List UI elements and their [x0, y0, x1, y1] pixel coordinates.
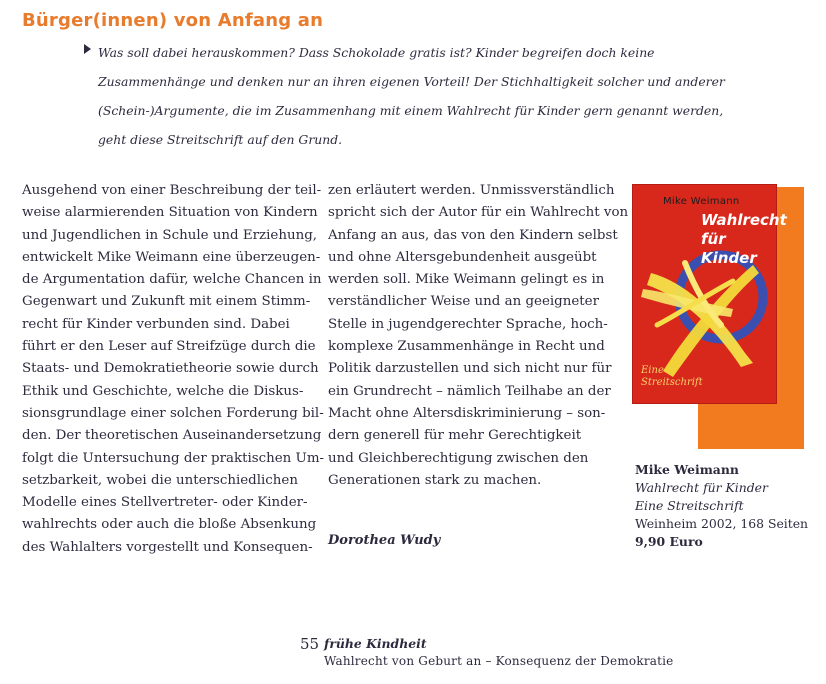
book-publication: Weinheim 2002, 168 Seiten: [635, 516, 809, 531]
body-line: Ethik und Geschichte, welche die Diskus-: [22, 383, 304, 399]
body-line: Macht ohne Altersdiskriminierung – son-: [328, 405, 606, 421]
body-line: den. Der theoretischen Auseinandersetzung: [22, 428, 322, 444]
issue-title: Wahlrecht von Geburt an – Konsequenz der Demokratie: [324, 654, 674, 668]
body-line: entwickelt Mike Weimann eine überzeugen-: [22, 249, 321, 265]
body-column-1: [22, 180, 325, 559]
lead-line: Zusammenhänge und denken nur an ihren eigenen Vorteil! Der Stichhaltigkeit solcher und anderer: [98, 74, 725, 89]
body-line: Generationen stark zu machen.: [328, 472, 542, 488]
body-line: folgt die Untersuchung der praktischen Um-: [22, 450, 325, 466]
body-line: Staats- und Demokratietheorie sowie durch: [22, 361, 319, 377]
lead-line: geht diese Streitschrift auf den Grund.: [98, 132, 343, 147]
body-line: sionsgrundlage einer solchen Forderung bil-: [22, 405, 324, 421]
book-cover: [632, 184, 787, 404]
body-line: führt er den Leser auf Streifzüge durch die: [22, 339, 316, 355]
cover-author: Mike Weimann: [663, 196, 740, 207]
book-info: [635, 461, 808, 551]
body-line: komplexe Zusammenhänge in Recht und: [328, 339, 605, 355]
body-line: Politik darzustellen und sich nicht nur für: [328, 361, 612, 377]
page-number: 55: [300, 635, 320, 653]
book-author: Mike Weimann: [635, 462, 739, 477]
body-line: Stelle in jugendgerechter Sprache, hoch-: [328, 316, 608, 332]
cover-subtitle: [641, 365, 703, 389]
book-title: Wahlrecht für Kinder: [635, 480, 768, 495]
lead-line: (Schein-)Argumente, die im Zusammenhang mit einem Wahlrecht für Kinder gern genannt werden,: [98, 103, 724, 118]
body-line: setzbarkeit, wobei die unterschiedlichen: [22, 472, 298, 488]
body-line: spricht sich der Autor für ein Wahlrecht von: [328, 205, 629, 221]
body-line: Ausgehend von einer Beschreibung der teil-: [22, 183, 322, 198]
cover-title: [701, 211, 787, 268]
cover-subtitle-line: Eine: [641, 365, 664, 376]
lead-line: Was soll dabei herauskommen? Dass Schokolade gratis ist? Kinder begreifen doch keine: [98, 45, 655, 60]
cover-title-line: Wahlrecht: [701, 211, 787, 229]
book-price: 9,90 Euro: [635, 534, 703, 549]
body-line: ein Grundrecht – nämlich Teilhabe an der: [328, 383, 611, 399]
body-column-2: [328, 180, 629, 492]
cover-title-line: Kinder: [701, 249, 757, 267]
body-line: des Wahlalters vorgestellt und Konsequen-: [22, 539, 313, 555]
body-line: wahlrechts oder auch die bloße Absenkung: [22, 517, 317, 533]
body-line: werden soll. Mike Weimann gelingt es in: [328, 272, 605, 288]
journal-name: frühe Kindheit: [324, 636, 427, 651]
body-line: verständlicher Weise und an geeigneter: [328, 294, 599, 310]
body-line: und ohne Altersgebundenheit ausgeübt: [328, 249, 597, 265]
body-line: Anfang an aus, das von den Kindern selbst: [328, 227, 618, 243]
body-line: Gegenwart und Zukunft mit einem Stimm-: [22, 294, 311, 310]
body-line: weise alarmierenden Situation von Kindern: [22, 205, 318, 221]
book-subtitle: Eine Streitschrift: [635, 498, 744, 513]
reviewer-name: Dorothea Wudy: [328, 533, 441, 548]
body-line: recht für Kinder verbunden sind. Dabei: [22, 316, 290, 332]
body-line: und Jugendlichen in Schule und Erziehung,: [22, 227, 318, 243]
body-line: de Argumentation dafür, welche Chancen in: [22, 272, 322, 288]
cover-subtitle-line: Streitschrift: [641, 377, 703, 388]
body-line: zen erläutert werden. Unmissverständlich: [328, 183, 615, 198]
article-title: Bürger(innen) von Anfang an: [22, 10, 324, 31]
cover-title-line: für: [701, 230, 726, 248]
body-line: Modelle eines Stellvertreter- oder Kinder-: [22, 495, 308, 511]
body-line: und Gleichberechtigung zwischen den: [328, 450, 589, 466]
lead-arrow-icon: [84, 44, 91, 54]
body-line: dern generell für mehr Gerechtigkeit: [328, 428, 582, 444]
article-lead: [98, 38, 725, 154]
